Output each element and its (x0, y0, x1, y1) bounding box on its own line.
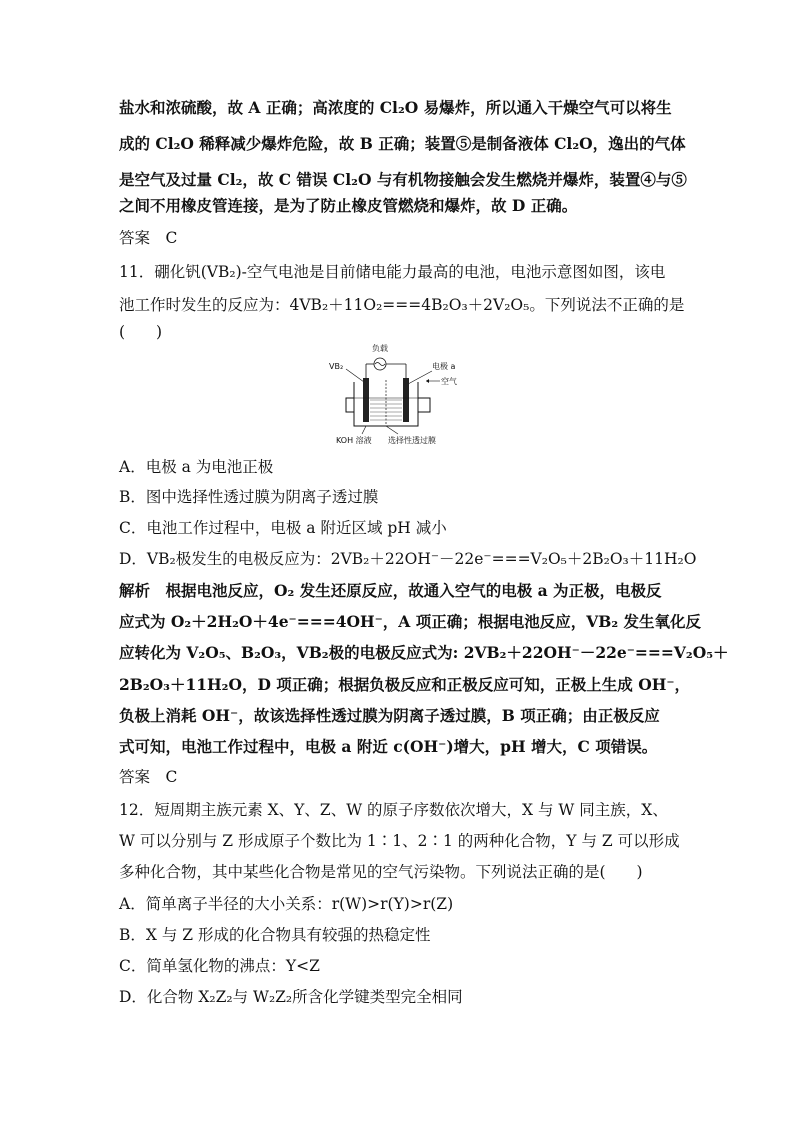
q11-analysis-line-2: 应式为 O₂＋2H₂O＋4e⁻===4OH⁻，A 项正确；根据电池反应，VB₂ 发生氧化反 (119, 612, 702, 631)
q11-analysis-line-4: 2B₂O₃＋11H₂O，D 项正确；根据负极反应和正极反应可知，正极上生成 OH⁻， (119, 675, 691, 694)
q11-option-b: B．图中选择性透过膜为阴离子透过膜 (119, 488, 379, 506)
q11-stem-line-3: ( ) (119, 323, 163, 341)
q12-option-d: D．化合物 X₂Z₂与 W₂Z₂所含化学键类型完全相同 (119, 988, 463, 1006)
q11-stem-line-2: 池工作时发生的反应为：4VB₂＋11O₂===4B₂O₃＋2V₂O₅。下列说法不正确的是 (119, 296, 685, 314)
prev-analysis-line-3: 是空气及过量 Cl₂，故 C 错误 Cl₂O 与有机物接触会发生燃烧并爆炸，装置④与⑤ (119, 170, 687, 189)
q12-stem-line-2: W 可以分别与 Z 形成原子个数比为 1∶1、2∶1 的两种化合物，Y 与 Z 可以形成 (119, 832, 680, 850)
prev-analysis-line-2: 成的 Cl₂O 稀释减少爆炸危险，故 B 正确；装置⑤是制备液体 Cl₂O，逸出的气体 (119, 134, 686, 153)
q11-option-a: A．电极 a 为电池正极 (119, 458, 274, 476)
electrode-a (403, 378, 409, 422)
q11-analysis-line-3: 应转化为 V₂O₅、B₂O₃，VB₂极的电极反应式为: 2VB₂＋22OH⁻－22e⁻===V₂O₅＋ (119, 643, 729, 662)
label-membrane: 选择性透过膜 (388, 436, 436, 445)
q11-option-c: C．电池工作过程中，电极 a 附近区域 pH 减小 (119, 519, 447, 537)
label-air: 空气 (441, 377, 457, 386)
prev-analysis-line-1: 盐水和浓硫酸，故 A 正确；高浓度的 Cl₂O 易爆炸，所以通入干燥空气可以将生 (119, 98, 672, 117)
q12-stem-line-3: 多种化合物，其中某些化合物是常见的空气污染物。下列说法正确的是( ) (119, 863, 643, 881)
q11-stem-line-1: 11．硼化钒(VB₂)-空气电池是目前储电能力最高的电池，电池示意图如图，该电 (119, 263, 666, 281)
q12-option-c: C．简单氢化物的沸点：Y<Z (119, 957, 320, 975)
label-koh: KOH 溶液 (336, 436, 372, 445)
prev-answer: 答案 C (119, 229, 178, 247)
q11-analysis-line-5: 负极上消耗 OH⁻，故该选择性透过膜为阴离子透过膜，B 项正确；由正极反应 (119, 706, 660, 725)
q11-analysis-line-1: 解析 根据电池反应，O₂ 发生还原反应，故通入空气的电极 a 为正极，电极反 (119, 581, 662, 600)
prev-analysis-line-4: 之间不用橡皮管连接，是为了防止橡皮管燃烧和爆炸，故 D 正确。 (119, 196, 578, 215)
label-load: 负载 (372, 344, 388, 353)
q12-stem-line-1: 12．短周期主族元素 X、Y、Z、W 的原子序数依次增大，X 与 W 同主族，X、 (119, 801, 668, 819)
q11-analysis-line-6: 式可知，电池工作过程中，电极 a 附近 c(OH⁻)增大，pH 增大，C 项错误。 (119, 737, 658, 756)
q11-answer: 答案 C (119, 768, 178, 786)
label-electrode-a: 电极 a (432, 362, 456, 371)
battery-diagram (326, 342, 472, 450)
q11-option-d: D．VB₂极发生的电极反应为：2VB₂＋22OH⁻－22e⁻===V₂O₅＋2B₂O₃＋11H₂O (119, 550, 697, 568)
q12-option-b: B．X 与 Z 形成的化合物具有较强的热稳定性 (119, 926, 431, 944)
label-vb2: VB₂ (329, 362, 344, 371)
q12-option-a: A．简单离子半径的大小关系：r(W)>r(Y)>r(Z) (119, 895, 454, 913)
vb2-electrode (363, 378, 369, 422)
